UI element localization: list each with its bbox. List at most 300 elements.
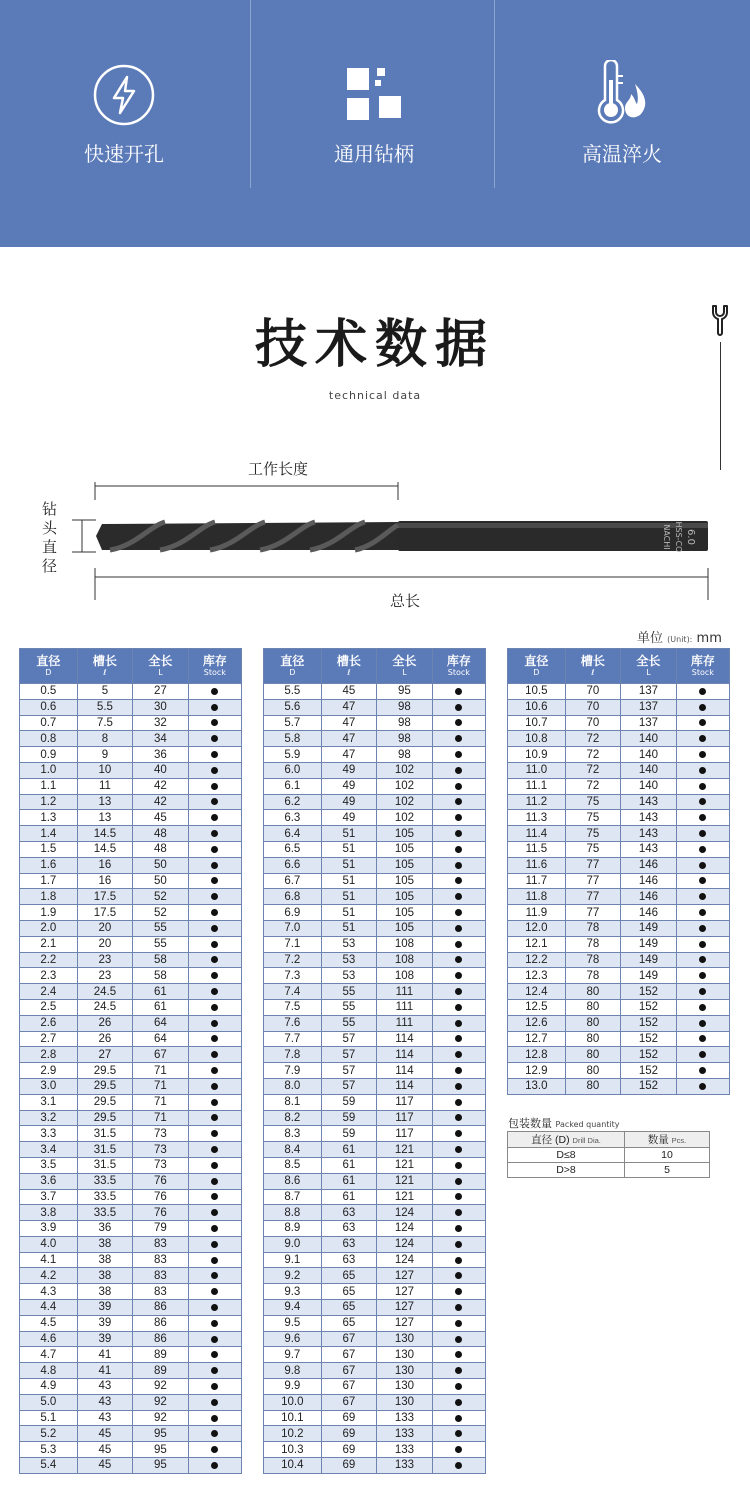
table-cell: 24.5 (77, 984, 133, 1000)
unit-label: 单位 (Unit): mm (637, 631, 722, 646)
table-cell: 59 (321, 1126, 377, 1142)
table-cell: 6.7 (264, 873, 322, 889)
table-row (20, 1078, 242, 1094)
table-cell: 114 (377, 1031, 433, 1047)
table-cell: 10.6 (508, 699, 566, 715)
in-stock-dot-icon (211, 751, 218, 758)
table-cell: 8.5 (264, 1157, 322, 1173)
in-stock-dot-icon (211, 704, 218, 711)
table-row (508, 920, 730, 936)
in-stock-dot-icon (455, 1241, 462, 1248)
table-cell: 11 (77, 778, 133, 794)
in-stock-dot-icon (455, 751, 462, 758)
in-stock-dot-icon (455, 1083, 462, 1090)
stock-cell (432, 857, 485, 873)
table-cell: 26 (77, 1015, 133, 1031)
table-cell: 53 (321, 968, 377, 984)
table-cell: 57 (321, 1063, 377, 1079)
table-cell: 4.8 (20, 1363, 78, 1379)
table-row (20, 1284, 242, 1300)
in-stock-dot-icon (455, 1272, 462, 1279)
table-cell: 7.2 (264, 952, 322, 968)
table-row (264, 778, 486, 794)
packing-caption: 包装数量 Packed quantity (508, 1117, 620, 1130)
table-cell: 6.4 (264, 826, 322, 842)
table-cell: 58 (133, 952, 189, 968)
stock-cell (676, 1015, 729, 1031)
table-cell: 1.1 (20, 778, 78, 794)
table-row (264, 1110, 486, 1126)
stock-cell (432, 684, 485, 700)
in-stock-dot-icon (211, 1020, 218, 1027)
table-cell: 77 (565, 857, 621, 873)
table-cell: 11.7 (508, 873, 566, 889)
table-cell: 41 (77, 1363, 133, 1379)
stock-cell (188, 762, 241, 778)
table-row (508, 684, 730, 700)
stock-cell (188, 1458, 241, 1474)
table-row (508, 857, 730, 873)
in-stock-dot-icon (699, 862, 706, 869)
table-cell: 8.8 (264, 1205, 322, 1221)
in-stock-dot-icon (455, 956, 462, 963)
table-cell: 152 (621, 1031, 677, 1047)
table-cell: 12.6 (508, 1015, 566, 1031)
table-cell: 79 (133, 1221, 189, 1237)
table-cell: 49 (321, 762, 377, 778)
stock-cell (188, 999, 241, 1015)
table-cell: 117 (377, 1110, 433, 1126)
table-cell: 17.5 (77, 905, 133, 921)
table-cell: 16 (77, 857, 133, 873)
in-stock-dot-icon (455, 893, 462, 900)
stock-cell (676, 936, 729, 952)
stock-cell (188, 1426, 241, 1442)
table-cell: 11.9 (508, 905, 566, 921)
table-cell: 133 (377, 1426, 433, 1442)
in-stock-dot-icon (211, 1367, 218, 1374)
stock-cell (188, 1252, 241, 1268)
in-stock-dot-icon (455, 941, 462, 948)
table-cell: 114 (377, 1047, 433, 1063)
section-title: 技术数据 (254, 315, 495, 375)
table-row (20, 1363, 242, 1379)
stock-cell (676, 762, 729, 778)
table-cell: 69 (321, 1410, 377, 1426)
stock-cell (188, 1142, 241, 1158)
table-row (20, 1410, 242, 1426)
table-cell: 47 (321, 731, 377, 747)
stock-cell (432, 810, 485, 826)
stock-cell (676, 984, 729, 1000)
table-row (20, 810, 242, 826)
table-cell: 67 (321, 1394, 377, 1410)
table-cell: 51 (321, 873, 377, 889)
table-cell: 61 (321, 1157, 377, 1173)
stock-cell (676, 920, 729, 936)
table-cell: 5.5 (264, 684, 322, 700)
table-cell: 69 (321, 1458, 377, 1474)
table-row (20, 1331, 242, 1347)
table-cell: 42 (133, 794, 189, 810)
table-row (20, 684, 242, 700)
feature-item (250, 60, 498, 167)
stock-cell (432, 1394, 485, 1410)
stock-cell (432, 1126, 485, 1142)
packing-table (507, 1131, 710, 1178)
table-row (20, 1458, 242, 1474)
table-row (264, 684, 486, 700)
table-cell: 1.4 (20, 826, 78, 842)
column-header: 直径 D (20, 649, 78, 684)
stock-cell (432, 1094, 485, 1110)
in-stock-dot-icon (211, 988, 218, 995)
table-cell: 8.4 (264, 1142, 322, 1158)
table-cell: 98 (377, 747, 433, 763)
stock-cell (188, 841, 241, 857)
table-cell: 6.5 (264, 841, 322, 857)
table-cell: 102 (377, 778, 433, 794)
table-cell: 55 (133, 936, 189, 952)
in-stock-dot-icon (211, 956, 218, 963)
in-stock-dot-icon (211, 1288, 218, 1295)
in-stock-dot-icon (211, 1067, 218, 1074)
table-row (20, 1173, 242, 1189)
feature-label: 快速开孔 (84, 142, 164, 166)
in-stock-dot-icon (699, 941, 706, 948)
stock-cell (676, 1031, 729, 1047)
stock-cell (188, 715, 241, 731)
thermometer-flame-icon (587, 60, 657, 130)
table-cell: 11.2 (508, 794, 566, 810)
table-row (20, 747, 242, 763)
column-header: 槽长 ℓ (77, 649, 133, 684)
in-stock-dot-icon (211, 688, 218, 695)
in-stock-dot-icon (211, 1004, 218, 1011)
in-stock-dot-icon (455, 1099, 462, 1106)
stock-cell (432, 731, 485, 747)
stock-cell (432, 826, 485, 842)
packing-header: 数量 Pcs. (625, 1132, 710, 1148)
table-cell: 61 (133, 984, 189, 1000)
table-cell: 2.2 (20, 952, 78, 968)
table-cell: 63 (321, 1236, 377, 1252)
in-stock-dot-icon (211, 1130, 218, 1137)
table-cell: 11.5 (508, 841, 566, 857)
in-stock-dot-icon (455, 830, 462, 837)
stock-cell (432, 968, 485, 984)
table-cell: 98 (377, 715, 433, 731)
table-cell: 80 (565, 1047, 621, 1063)
in-stock-dot-icon (455, 846, 462, 853)
table-cell: 121 (377, 1189, 433, 1205)
table-cell: 67 (321, 1347, 377, 1363)
in-stock-dot-icon (699, 798, 706, 805)
table-row (20, 699, 242, 715)
table-cell: 48 (133, 826, 189, 842)
in-stock-dot-icon (211, 1209, 218, 1216)
stock-cell (676, 794, 729, 810)
stock-cell (188, 826, 241, 842)
table-cell: 2.5 (20, 999, 78, 1015)
table-cell: 49 (321, 778, 377, 794)
working-length-label: 工作长度 (248, 460, 309, 478)
in-stock-dot-icon (699, 783, 706, 790)
table-cell: 143 (621, 810, 677, 826)
table-row (264, 1458, 486, 1474)
table-cell: 73 (133, 1142, 189, 1158)
stock-cell (188, 984, 241, 1000)
table-cell: 2.4 (20, 984, 78, 1000)
stock-cell (432, 1236, 485, 1252)
packing-cell: D>8 (508, 1163, 625, 1178)
stock-cell (188, 747, 241, 763)
table-cell: 0.8 (20, 731, 78, 747)
in-stock-dot-icon (699, 1020, 706, 1027)
table-cell: 16 (77, 873, 133, 889)
in-stock-dot-icon (455, 735, 462, 742)
in-stock-dot-icon (455, 1383, 462, 1390)
table-cell: 111 (377, 999, 433, 1015)
drill-diameter-label: 钻头直径 (42, 500, 58, 575)
table-cell: 2.7 (20, 1031, 78, 1047)
table-cell: 45 (77, 1458, 133, 1474)
table-cell: 10.3 (264, 1442, 322, 1458)
table-cell: 9.7 (264, 1347, 322, 1363)
table-cell: 5.2 (20, 1426, 78, 1442)
table-cell: 8.1 (264, 1094, 322, 1110)
column-header: 全长 L (377, 649, 433, 684)
table-cell: 140 (621, 731, 677, 747)
table-cell: 6.6 (264, 857, 322, 873)
table-cell: 30 (133, 699, 189, 715)
table-cell: 121 (377, 1173, 433, 1189)
table-cell: 20 (77, 936, 133, 952)
table-cell: 124 (377, 1205, 433, 1221)
table-cell: 47 (321, 715, 377, 731)
table-cell: 9.5 (264, 1315, 322, 1331)
table-cell: 73 (133, 1157, 189, 1173)
vertical-rule (720, 342, 721, 470)
table-row (508, 1078, 730, 1094)
table-cell: 64 (133, 1031, 189, 1047)
table-cell: 31.5 (77, 1142, 133, 1158)
table-cell: 77 (565, 889, 621, 905)
table-cell: 4.4 (20, 1300, 78, 1316)
table-cell: 95 (133, 1426, 189, 1442)
in-stock-dot-icon (699, 767, 706, 774)
table-row (20, 1252, 242, 1268)
table-cell: 51 (321, 920, 377, 936)
stock-cell (676, 810, 729, 826)
table-row (264, 873, 486, 889)
stock-cell (432, 905, 485, 921)
shank-marking: HSS-CO (674, 521, 683, 553)
table-cell: 39 (77, 1331, 133, 1347)
table-cell: 4.1 (20, 1252, 78, 1268)
in-stock-dot-icon (211, 941, 218, 948)
stock-cell (432, 1110, 485, 1126)
table-cell: 11.4 (508, 826, 566, 842)
table-cell: 4.9 (20, 1379, 78, 1395)
table-cell: 52 (133, 905, 189, 921)
stock-cell (188, 1315, 241, 1331)
table-cell: 92 (133, 1394, 189, 1410)
table-cell: 130 (377, 1394, 433, 1410)
table-row (20, 841, 242, 857)
table-cell: 137 (621, 699, 677, 715)
table-cell: 86 (133, 1315, 189, 1331)
table-row (20, 1063, 242, 1079)
table-cell: 2.9 (20, 1063, 78, 1079)
spec-table (507, 648, 730, 1095)
table-row (264, 1221, 486, 1237)
table-cell: 71 (133, 1094, 189, 1110)
table-cell: 71 (133, 1063, 189, 1079)
feature-item (498, 60, 746, 167)
stock-cell (676, 999, 729, 1015)
table-cell: 77 (565, 873, 621, 889)
stock-cell (188, 1063, 241, 1079)
table-cell: 10.2 (264, 1426, 322, 1442)
table-cell: 67 (133, 1047, 189, 1063)
table-cell: 152 (621, 984, 677, 1000)
table-row (20, 1315, 242, 1331)
table-cell: 133 (377, 1410, 433, 1426)
in-stock-dot-icon (211, 1399, 218, 1406)
table-cell: 58 (133, 968, 189, 984)
stock-cell (188, 920, 241, 936)
table-row (264, 936, 486, 952)
in-stock-dot-icon (211, 1383, 218, 1390)
table-cell: 55 (321, 1015, 377, 1031)
in-stock-dot-icon (699, 1004, 706, 1011)
feature-label: 通用钻柄 (334, 142, 414, 166)
table-cell: 124 (377, 1252, 433, 1268)
table-cell: 83 (133, 1268, 189, 1284)
table-row (264, 1442, 486, 1458)
table-cell: 63 (321, 1221, 377, 1237)
in-stock-dot-icon (699, 956, 706, 963)
stock-cell (188, 699, 241, 715)
in-stock-dot-icon (211, 877, 218, 884)
in-stock-dot-icon (455, 877, 462, 884)
table-row (508, 1063, 730, 1079)
stock-cell (188, 1300, 241, 1316)
stock-cell (676, 857, 729, 873)
table-cell: 108 (377, 936, 433, 952)
stock-cell (188, 778, 241, 794)
table-row (264, 1063, 486, 1079)
table-cell: 5.3 (20, 1442, 78, 1458)
table-cell: 10.9 (508, 747, 566, 763)
table-cell: 34 (133, 731, 189, 747)
table-cell: 12.9 (508, 1063, 566, 1079)
table-row (508, 778, 730, 794)
table-cell: 7.6 (264, 1015, 322, 1031)
in-stock-dot-icon (211, 1241, 218, 1248)
table-cell: 8.3 (264, 1126, 322, 1142)
stock-cell (432, 715, 485, 731)
table-cell: 75 (565, 841, 621, 857)
in-stock-dot-icon (455, 767, 462, 774)
table-cell: 102 (377, 810, 433, 826)
table-cell: 5.6 (264, 699, 322, 715)
table-row (20, 794, 242, 810)
stock-cell (188, 1236, 241, 1252)
table-cell: 23 (77, 952, 133, 968)
stock-cell (676, 715, 729, 731)
table-row (264, 920, 486, 936)
stock-cell (188, 1015, 241, 1031)
table-cell: 40 (133, 762, 189, 778)
table-cell: 2.6 (20, 1015, 78, 1031)
table-cell: 8.6 (264, 1173, 322, 1189)
table-row (264, 999, 486, 1015)
table-row (20, 968, 242, 984)
table-cell: 43 (77, 1410, 133, 1426)
table-row (508, 841, 730, 857)
table-cell: 121 (377, 1157, 433, 1173)
table-cell: 3.9 (20, 1221, 78, 1237)
in-stock-dot-icon (455, 925, 462, 932)
table-cell: 50 (133, 857, 189, 873)
table-row (20, 1015, 242, 1031)
table-cell: 65 (321, 1315, 377, 1331)
stock-cell (432, 1347, 485, 1363)
in-stock-dot-icon (211, 798, 218, 805)
table-cell: 6.1 (264, 778, 322, 794)
stock-cell (188, 684, 241, 700)
in-stock-dot-icon (211, 830, 218, 837)
table-row (20, 920, 242, 936)
stock-cell (432, 1331, 485, 1347)
stock-cell (432, 1379, 485, 1395)
table-cell: 146 (621, 905, 677, 921)
table-row (508, 905, 730, 921)
table-cell: 78 (565, 968, 621, 984)
stock-cell (188, 1189, 241, 1205)
table-row (264, 715, 486, 731)
stock-cell (676, 1063, 729, 1079)
table-cell: 13 (77, 810, 133, 826)
table-row (264, 1236, 486, 1252)
stock-cell (188, 1284, 241, 1300)
table-row (264, 810, 486, 826)
in-stock-dot-icon (211, 972, 218, 979)
stock-cell (432, 762, 485, 778)
feature-label: 高温淬火 (582, 142, 662, 166)
table-cell: 50 (133, 873, 189, 889)
stock-cell (676, 731, 729, 747)
table-cell: 83 (133, 1252, 189, 1268)
in-stock-dot-icon (211, 1351, 218, 1358)
table-cell: 4.7 (20, 1347, 78, 1363)
table-row (508, 968, 730, 984)
table-cell: 121 (377, 1142, 433, 1158)
table-cell: 140 (621, 778, 677, 794)
table-cell: 29.5 (77, 1110, 133, 1126)
table-cell: 152 (621, 1047, 677, 1063)
table-cell: 152 (621, 1063, 677, 1079)
table-cell: 61 (321, 1189, 377, 1205)
table-cell: 69 (321, 1442, 377, 1458)
table-cell: 71 (133, 1078, 189, 1094)
table-cell: 5.1 (20, 1410, 78, 1426)
stock-cell (432, 1268, 485, 1284)
table-row (20, 936, 242, 952)
stock-cell (188, 1126, 241, 1142)
